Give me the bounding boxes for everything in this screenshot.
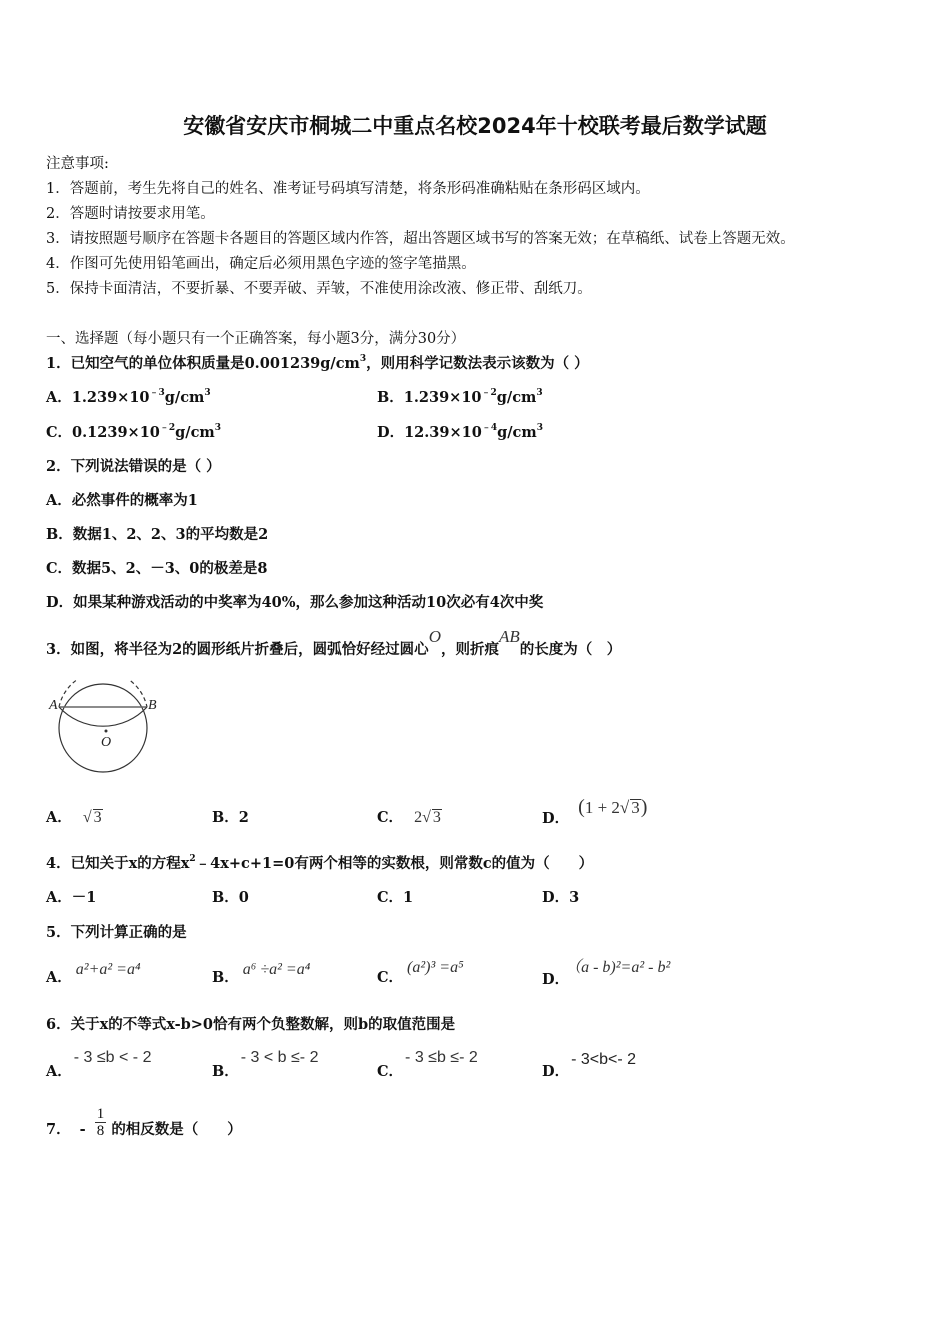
svg-text:O: O [101,735,112,750]
notice-item-1: 1．答题前，考生先将自己的姓名、准考证号码填写清楚，将条形码准确粘贴在条形码区域内。 [46,181,650,197]
notice-heading: 注意事项: [46,156,109,172]
q2-option-b: B．数据1、2、2、3的平均数是2 [46,526,269,543]
question-2-stem: 2．下列说法错误的是（ ） [46,458,221,475]
q6-option-c: C．- 3 ≤b ≤- 2 [377,1049,478,1080]
notice-item-2: 2．答题时请按要求用笔。 [46,206,215,222]
notice-item-5: 5．保持卡面清洁，不要折暴、不要弄破、弄皱，不准使用涂改液、修正带、刮纸刀。 [46,281,592,297]
q1-stem-sup: 3 [359,354,367,364]
circle-fold-figure [44,680,164,780]
question-7-stem: 7． - $\frac{1}{8}$ 的相反数是（ ） [46,1106,242,1139]
q4-option-b: B．0 [212,889,249,906]
q1-option-c: C．$0.1239\times 10^{﹣2}g/cm^3$ [46,423,222,441]
q6-option-d: D．- 3<b<- 2 [542,1051,637,1080]
q3-option-d: D． (1 + 2√ 3) [542,796,648,827]
section-heading: 一、选择题（每小题只有一个正确答案，每小题3分，满分30分） [46,331,466,347]
exam-title: 安徽省安庆市桐城二中重点名校2024年十校联考最后数学试题 [183,114,767,138]
svg-text:A: A [49,698,58,713]
question-3-stem: 3．如图，将半径为2的圆形纸片折叠后，圆弧恰好经过圆心O，则折痕AB的长度为（ ） [46,627,622,658]
q6-option-a: A．- 3 ≤b < - 2 [46,1049,152,1080]
q1-stem-tail: ，则用科学记数法表示该数为（ ） [366,355,589,372]
question-4-stem: 4．已知关于x的方程$x^2﹣4x+c+1=0$有两个相等的实数根，则常数c的值为（ ） [46,854,594,872]
q2-option-d: D．如果某种游戏活动的中奖率为40%，那么参加这种活动10次必有4次中奖 [46,594,544,611]
q5-option-d: D．（a - b)²=a² - b² [542,959,671,988]
q1-option-d: D．$12.39\times 10^{﹣4}g/cm^3$ [377,423,543,441]
q3-option-a: A． √ 3 [46,809,102,826]
q5-option-b: B． a⁶ ÷a² =a⁴ [212,961,311,986]
q5-option-a: A． a²+a² =a⁴ [46,961,141,986]
question-1-stem [46,352,589,373]
q3-option-c: C． 2√ 3 [377,809,441,826]
q1-option-a: A．$1.239\times 10^{﹣3}g/cm^3$ [46,388,211,406]
var-ab: AB [498,627,520,646]
question-5-stem: 5．下列计算正确的是 [46,924,187,941]
q2-option-a: A．必然事件的概率为1 [46,492,198,509]
q1-stem-text: 1．已知空气的单位体积质量是0.001239g/cm [46,355,360,372]
notice-item-3: 3．请按照题号顺序在答题卡各题目的答题区域内作答，超出答题区域书写的答案无效；在草稿纸、试卷上答题无效。 [46,231,795,247]
q1-option-b: B．$1.239\times 10^{﹣2}g/cm^3$ [377,388,543,406]
notice-item-4: 4．作图可先使用铅笔画出，确定后必须用黑色字迹的签字笔描黑。 [46,256,476,272]
q5-option-c: C．(a²)³ =a⁵ [377,959,464,986]
question-6-stem: 6．关于x的不等式x-b>0恰有两个负整数解，则b的取值范围是 [46,1016,456,1033]
q3-option-b: B．2 [212,809,249,826]
q4-option-c: C．1 [377,889,414,906]
q4-option-a: A．－1 [46,889,97,906]
q2-option-c: C．数据5、2、－3、0的极差是8 [46,560,268,577]
fraction-one-eighth: $\frac{1}{8}$ [96,1106,105,1139]
var-o: O [428,627,441,646]
q4-option-d: D．3 [542,889,580,906]
q6-option-b: B．- 3 < b ≤- 2 [212,1049,319,1080]
svg-text:B: B [148,698,157,713]
